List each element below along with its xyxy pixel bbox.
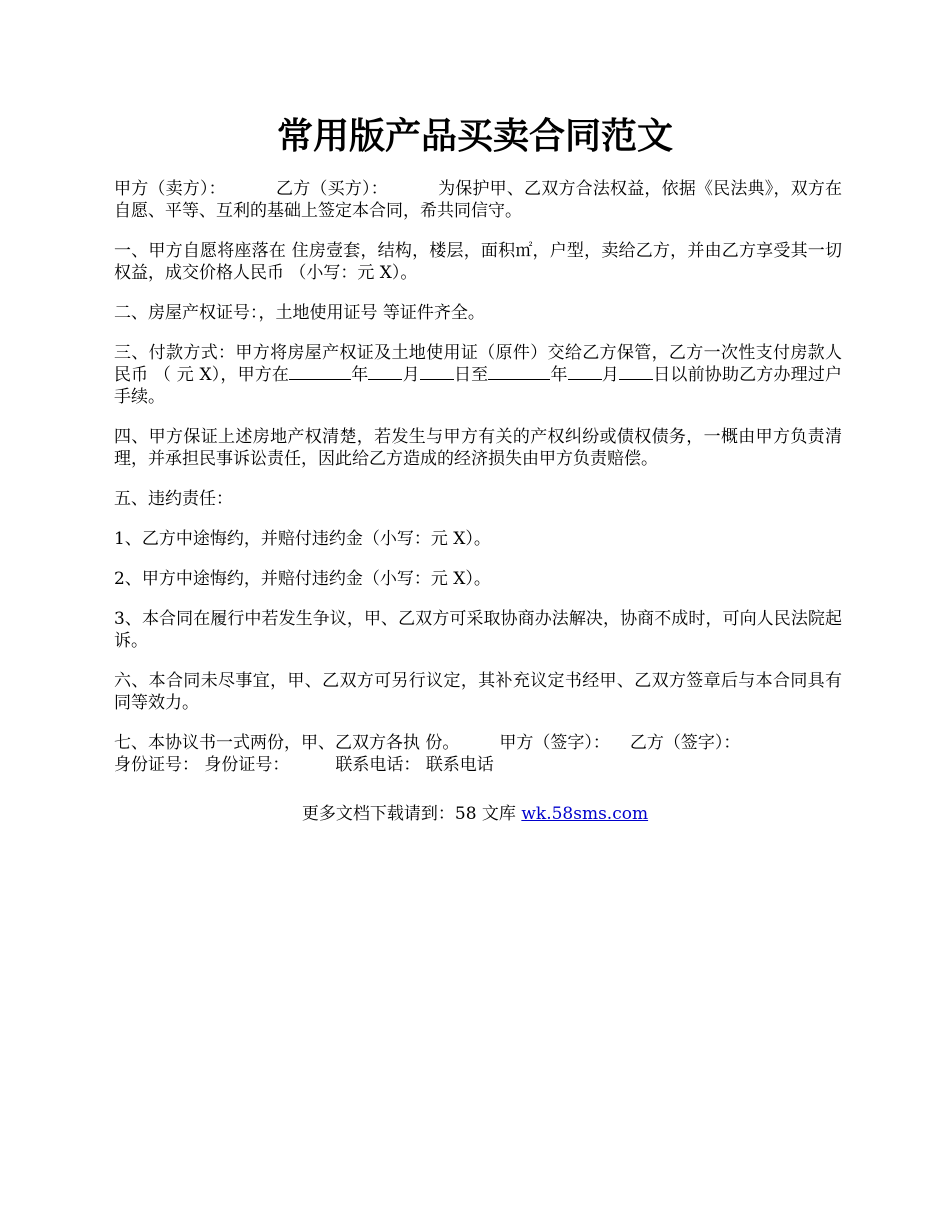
document-body [114,178,842,794]
intro-paragraph [114,178,842,222]
footer-link[interactable]: wk.58sms.com [521,804,649,824]
clause-4: 四、甲方保证上述房地产权清楚，若发生与甲方有关的产权纠纷或债权债务，一概由甲方负责清理，并承担民事诉讼责任，因此给乙方造成的经济损失由甲方负责赔偿。 [114,427,842,469]
phone-a: 联系电话： [335,755,421,775]
clause-3 [114,342,842,408]
blank-line [488,364,550,380]
blank-line [368,364,402,380]
clause-5-3: 3、本合同在履行中若发生争议，甲、乙双方可采取协商办法解决，协商不成时，可向人民法院起诉。 [114,609,842,651]
month-label: 月 [601,365,620,385]
party-b-signature: 乙方（签字）： [629,733,741,753]
month-label: 月 [402,365,420,385]
clause-7 [114,732,842,776]
clause-7-text: 七、本协议书一式两份，甲、乙双方各执 份。 [114,733,460,753]
clause-5-2: 2、甲方中途悔约，并赔付违约金（小写：元 X）。 [114,569,491,589]
clause-5-heading: 五、违约责任： [114,489,233,509]
id-number-a: 身份证号： [114,755,199,775]
id-number-b: 身份证号： [204,755,290,775]
blank-line [420,364,454,380]
year-label: 年 [550,365,568,385]
clause-3-part1: 三、付款方式：甲方将房屋产权证及土地使用证（原件）交给乙方保管，乙方一次性支付房款人民币 （ 元 X），甲方在 [114,343,842,385]
document-title: 常用版产品买卖合同范文 [276,115,673,157]
clause-5-1: 1、乙方中途悔约，并赔付违约金（小写：元 X）。 [114,529,491,549]
phone-b: 联系电话 [425,755,494,775]
footer [0,803,950,825]
clause-1: 一、甲方自愿将座落在 住房壹套，结构，楼层，面积㎡，户型，卖给乙方，并由乙方享受其一切权益，成交价格人民币 （小写：元 X）。 [114,241,842,283]
party-a-label: 甲方（卖方）： [114,179,226,199]
year-label: 年 [351,365,369,385]
blank-line [619,364,653,380]
day-to-label: 日至 [453,365,489,385]
footer-text: 更多文档下载请到：58 文库 [301,804,522,824]
intro-text: 为保护甲、乙双方合法权益，依据《民法典》，双方在自愿、平等、互利的基础上签定本合同，希共同信守。 [114,179,843,221]
party-b-label: 乙方（买方）： [275,179,388,199]
party-a-signature: 甲方（签字）： [499,733,610,753]
clause-3-part2: 日以前协助乙方办理过户手续。 [114,365,843,407]
blank-line [568,364,602,380]
clause-6: 六、本合同未尽事宜，甲、乙双方可另行议定，其补充议定书经甲、乙双方签章后与本合同具有同等效力。 [114,671,842,713]
clause-2: 二、房屋产权证号：，土地使用证号 等证件齐全。 [114,303,485,323]
blank-line [289,364,351,380]
